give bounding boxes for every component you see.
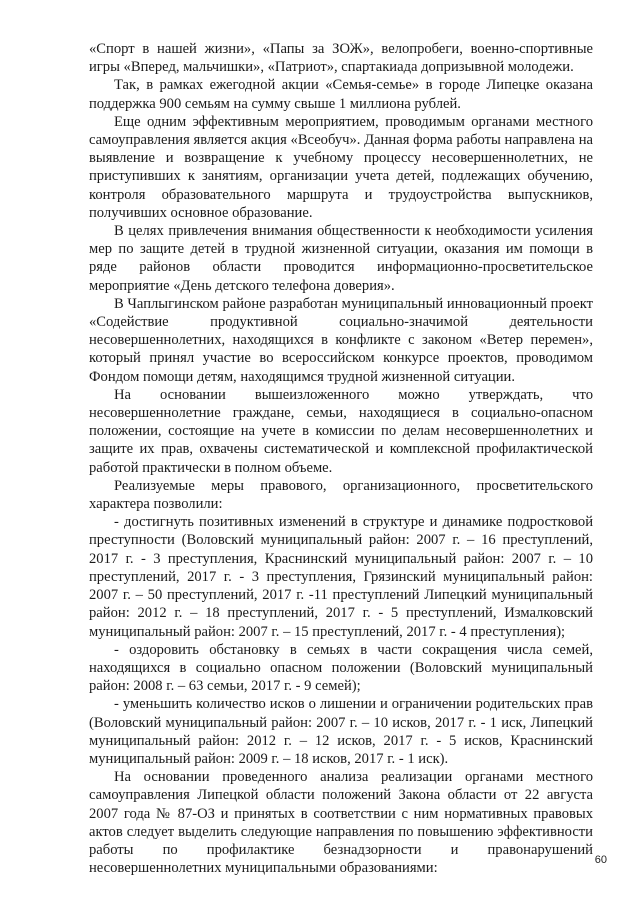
body-text: [89, 40, 593, 877]
paragraph: Так, в рамках ежегодной акции «Семья-семье» в городе Липецке оказана поддержка 900 семьям на сумму свыше 1 миллиона рублей.: [89, 77, 593, 112]
list-item: - достигнуть позитивных изменений в структуре и динамике подростковой преступности (Воловский муниципальный район: 2007 г. – 16 преступлений, 2017 г. - 3 преступления, Краснинский муниципальный район: 2007 г. – 10 преступлений, 2017 г. - 3 преступления, Грязинский муниципальный район: 2007 г. – 50 преступлений, 2017 г. -11 преступлений Липецкий муниципальный район: 2012 г. – 18 преступлений, 2017 г. - 5 преступлений, Измалковский муниципальный район: 2007 г. – 15 преступлений, 2017 г. - 4 преступления);: [89, 514, 593, 640]
paragraph: В Чаплыгинском районе разработан муниципальный инновационный проект «Содействие продуктивной социально-значимой деятельности несовершеннолетних, находящихся в конфликте с законом «Ветер перемен», который принял участие во всероссийском конкурсе проектов, проводимом Фондом помощи детям, находящимся трудной жизненной ситуации.: [89, 295, 593, 385]
paragraph: «Спорт в нашей жизни», «Папы за ЗОЖ», велопробеги, военно-спортивные игры «Вперед, мальчишки», «Патриот», спартакиада допризывной молодежи.: [89, 41, 593, 76]
paragraph: На основании вышеизложенного можно утверждать, что несовершеннолетние граждане, семьи, находящиеся в социально-опасном положении, состоящие на учете в комиссии по делам несовершеннолетних и защите их прав, охвачены систематической и комплексной профилактической работой практически в полном объеме.: [89, 386, 593, 476]
paragraph: В целях привлечения внимания общественности к необходимости усиления мер по защите детей в трудной жизненной ситуации, оказания им помощи в ряде районов области проводится информационно-просветительское мероприятие «День детского телефона доверия».: [89, 223, 593, 294]
list-item: - оздоровить обстановку в семьях в части сокращения числа семей, находящихся в социально опасном положении (Воловский муниципальный район: 2008 г. – 63 семьи, 2017 г. - 9 семей);: [89, 641, 593, 695]
paragraph: На основании проведенного анализа реализации органами местного самоуправления Липецкой области положений Закона области от 22 августа 2007 года № 87-ОЗ и принятых в соответствии с ним нормативных правовых актов следует выделить следующие направления по повышению эффективности работы по профилактике безнадзорности и правонарушений несовершеннолетних муниципальными образованиями:: [89, 769, 593, 877]
page-number: 60: [594, 854, 607, 866]
paragraph: Реализуемые меры правового, организационного, просветительского характера позволили:: [89, 477, 593, 513]
paragraph: Еще одним эффективным мероприятием, проводимым органами местного самоуправления является акция «Всеобуч». Данная форма работы направлена на выявление и возвращение к учебному процессу несовершеннолетних, не приступивших к занятиям, организации учета детей, подлежащих обучению, контроля образовательного маршрута и трудоустройства выпускников, получивших основное образование.: [89, 113, 593, 221]
list-item: - уменьшить количество исков о лишении и ограничении родительских прав (Воловский муниципальный район: 2007 г. – 10 исков, 2017 г. - 1 иск, Липецкий муниципальный район: 2012 г. – 12 исков, 2017 г. - 5 исков, Краснинский муниципальный район: 2009 г. – 18 исков, 2017 г. - 1 иск).: [89, 696, 593, 767]
